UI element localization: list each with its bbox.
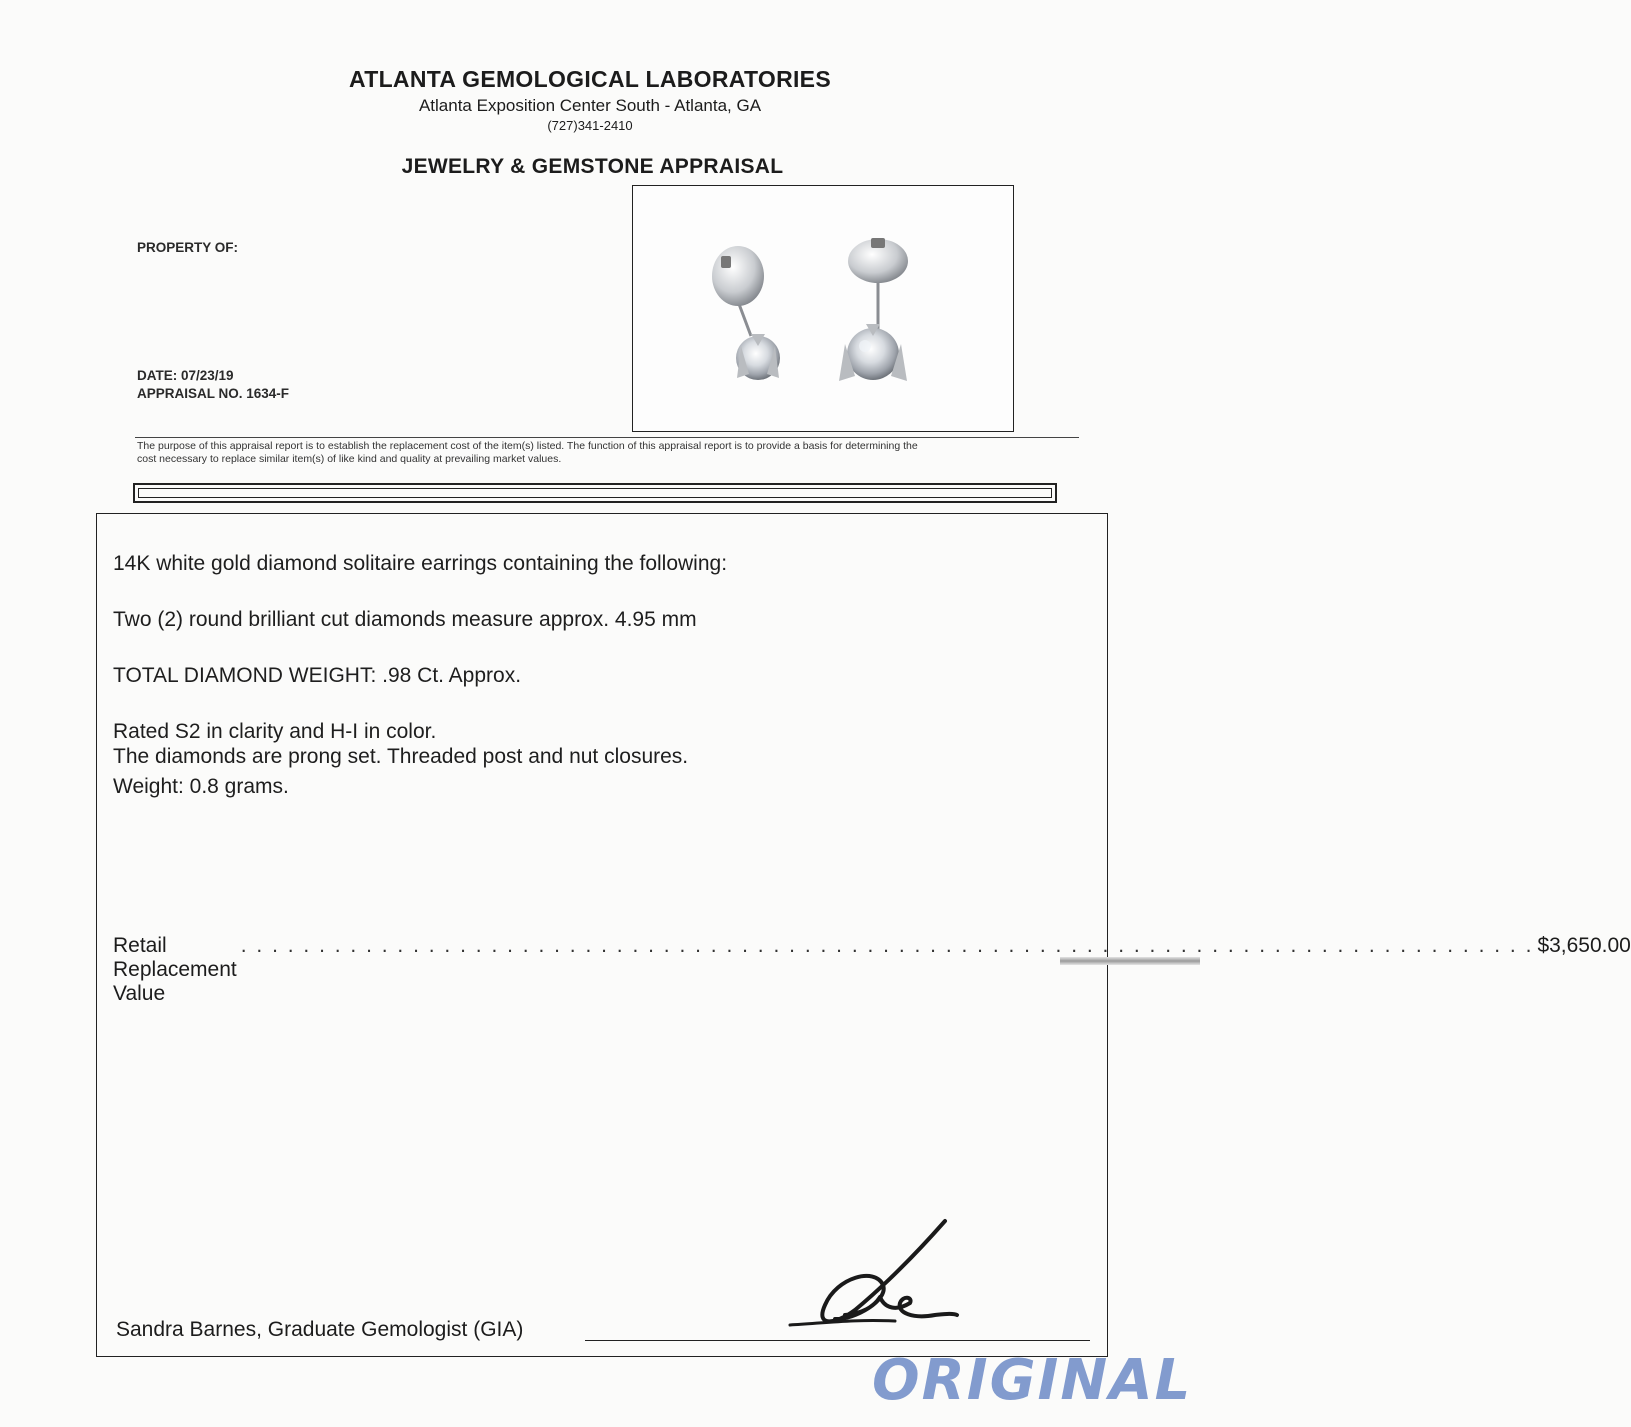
purpose-line-1: The purpose of this appraisal report is to establish the replacement cost of the item(s) listed. The function of this appraisal report is to provide a basis for determining the (137, 440, 918, 452)
replacement-value-amount: $3,650.00 (1537, 934, 1631, 957)
handwritten-signature (785, 1215, 975, 1340)
item-weight: Weight: 0.8 grams. (113, 775, 289, 798)
replacement-value-row (113, 934, 1631, 1006)
paper-crease (1060, 957, 1200, 965)
signature-line (585, 1340, 1090, 1341)
lab-phone: (727)341-2410 (547, 118, 633, 133)
property-of-label: PROPERTY OF: (137, 240, 239, 255)
description-line-2: Two (2) round brilliant cut diamonds measure approx. 4.95 mm (113, 608, 697, 631)
purpose-divider (135, 437, 1079, 438)
earrings-photo (632, 185, 1014, 432)
description-line-5: The diamonds are prong set. Threaded post and nut closures. (113, 745, 689, 768)
replacement-value-label: Retail Replacement Value (113, 934, 237, 1005)
lab-name: ATLANTA GEMOLOGICAL LABORATORIES (349, 66, 831, 92)
description-line-4: Rated S2 in clarity and H-I in color. (113, 720, 437, 743)
purpose-line-2: cost necessary to replace similar item(s) of like kind and quality at prevailing market values. (137, 453, 562, 465)
appraisal-number: APPRAISAL NO. 1634-F (137, 386, 290, 401)
earrings-photo-icon (633, 186, 1013, 431)
total-diamond-weight: TOTAL DIAMOND WEIGHT: .98 Ct. Approx. (113, 664, 522, 687)
lab-address: Atlanta Exposition Center South - Atlanta, GA (418, 96, 762, 115)
purpose-statement (137, 440, 1067, 466)
document-title: JEWELRY & GEMSTONE APPRAISAL (401, 155, 784, 178)
leader-dots: . . . . . . . . . . . . . . . . . . . . . . . . . . . . . . . . . . . . . . . . . . . . . . . . . . . . . . . . . . . . . . . . . . . . . . . . . . . . . . . . . . . (240, 934, 1534, 957)
separator-bar (133, 483, 1057, 503)
description-line-1: 14K white gold diamond solitaire earrings containing the following: (113, 552, 728, 575)
appraisal-date: DATE: 07/23/19 (137, 368, 234, 383)
original-stamp: ORIGINAL (872, 1348, 1193, 1413)
appraiser-name: Sandra Barnes, Graduate Gemologist (GIA) (116, 1318, 524, 1341)
signature-icon (785, 1215, 975, 1335)
